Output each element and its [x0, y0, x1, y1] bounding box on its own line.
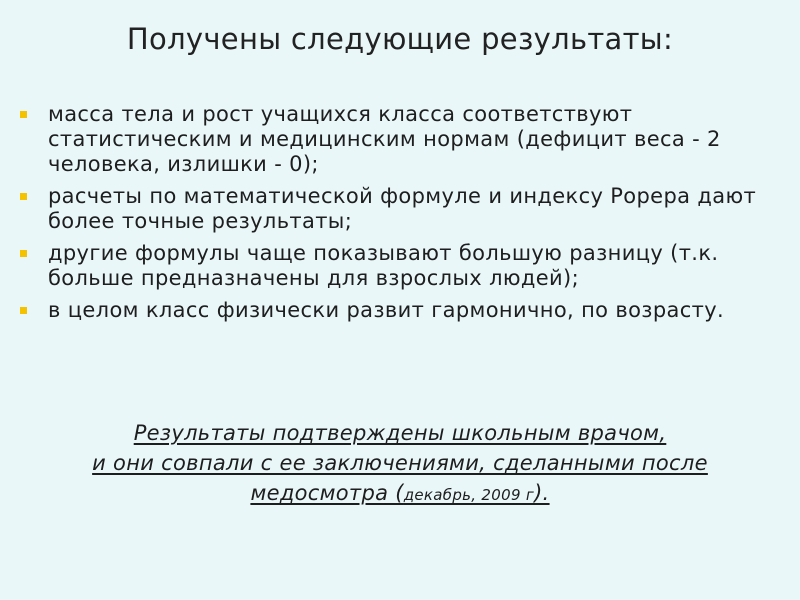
conclusion-line-1: Результаты подтверждены школьным врачом,	[133, 421, 667, 445]
slide-title: Получены следующие результаты:	[126, 22, 674, 56]
bullet-square-icon	[20, 193, 27, 200]
conclusion-line-3-end: ).	[534, 481, 550, 505]
bullet-item	[18, 298, 778, 323]
conclusion-line-3-main: медосмотра (	[250, 481, 404, 505]
bullet-text: другие формулы чаще показывают большую разницу (т.к. больше предназначены для взрослых людей);	[48, 241, 719, 290]
bullet-square-icon	[20, 250, 27, 257]
bullet-item	[18, 102, 778, 177]
bullet-square-icon	[20, 307, 27, 314]
conclusion-line-3	[250, 481, 549, 505]
conclusion-date: декабрь, 2009 г	[403, 486, 535, 504]
conclusion-line-2: и они совпали с ее заключениями, сделанными после	[92, 451, 708, 475]
bullet-list	[18, 102, 778, 330]
conclusion-text	[18, 418, 782, 510]
bullet-text: расчеты по математической формуле и индексу Рорера дают более точные результаты;	[48, 184, 757, 233]
bullet-text: в целом класс физически развит гармонично, по возрасту.	[48, 298, 725, 322]
bullet-square-icon	[20, 111, 27, 118]
bullet-text: масса тела и рост учащихся класса соответствуют статистическим и медицинским нормам (дефицит веса - 2 человека, излишки - 0);	[48, 102, 721, 176]
bullet-item	[18, 241, 778, 291]
bullet-item	[18, 184, 778, 234]
